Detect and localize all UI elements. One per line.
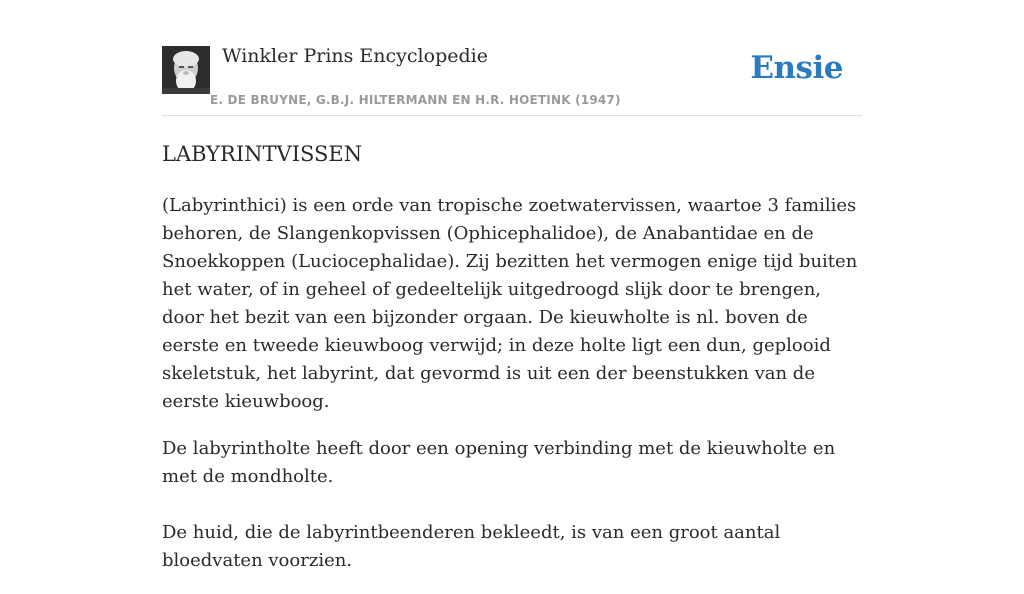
page-header: [162, 0, 862, 116]
ensie-logo[interactable]: Ensie: [750, 50, 843, 86]
article-page: [162, 0, 862, 571]
portrait-avatar-icon: [162, 46, 210, 94]
encyclopedia-title-link[interactable]: Winkler Prins Encyclopedie: [222, 45, 488, 67]
paragraph-3: De huid, die de labyrintbeenderen bekleedt, is van een groot aantal bloedvaten voorzien.: [162, 522, 781, 571]
article-body: [162, 192, 862, 594]
paragraph-1: (Labyrinthici) is een orde van tropische zoetwatervissen, waartoe 3 families behoren, de Slangenkopvissen (Ophicephalidoe), de Anabantidae en de Snoekkoppen (Luciocephalidae). Zij bezitten het vermogen enige tijd buiten het water, of in geheel of gedeeltelijk uitgedroogd slijk door te brengen, door het bezit van een bijzonder orgaan. De kieuwholte is nl. boven de eerste en tweede kieuwboog verwijd; in deze holte ligt een dun, geplooid skeletstuk, het labyrint, dat gevormd is uit een der beenstukken van de eerste kieuwboog.: [162, 195, 858, 412]
authors-line: E. DE BRUYNE, G.B.J. HILTERMANN EN H.R. HOETINK (1947): [210, 93, 621, 107]
article-title: LABYRINTVISSEN: [162, 142, 363, 166]
paragraph-2: De labyrintholte heeft door een opening verbinding met de kieuwholte en met de mondholte.: [162, 438, 836, 487]
author-avatar[interactable]: [162, 46, 210, 94]
